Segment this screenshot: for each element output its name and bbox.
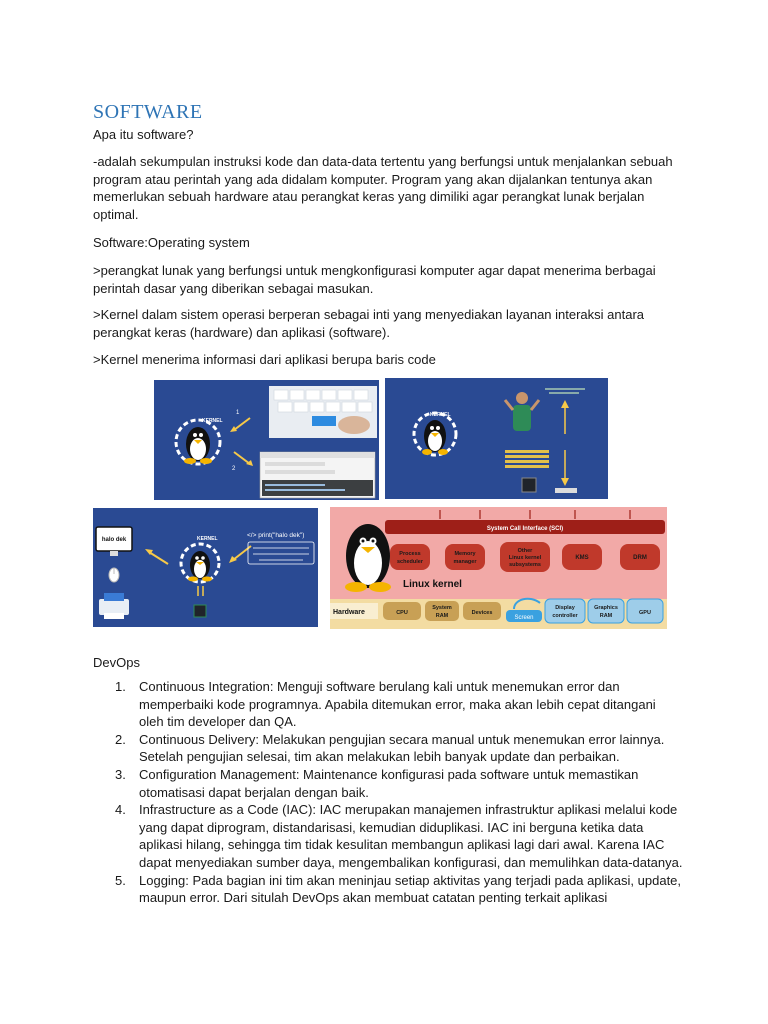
- list-item: 5. Logging: Pada bagian ini tim akan meninjau setiap aktivitas yang terjadi pada aplikasi, update, maupun error. Dari situlah DevOps akan membuat catatan penting terkait aplikasi: [115, 872, 682, 906]
- linux-kernel-diagram: [330, 507, 667, 629]
- hardware-label: Hardware: [333, 609, 365, 616]
- os-heading: Software:Operating system: [93, 235, 250, 250]
- kernel-label: KERNEL: [202, 418, 223, 424]
- kernel-person-image: [385, 378, 608, 499]
- linux-kernel-label: Linux kernel: [403, 579, 462, 590]
- kms-box: KMS: [575, 555, 589, 561]
- svg-text:RAM: RAM: [435, 613, 449, 619]
- svg-text:manager: manager: [453, 559, 477, 565]
- list-item: 2. Continuous Delivery: Melakukan pengujian secara manual untuk menemukan error lainnya. Setelah pengujian selesai, tim akan melakukan lebih banyak update dan perbaikan.: [115, 731, 665, 765]
- binary-stream: [505, 450, 549, 468]
- definition-paragraph: -adalah sekumpulan instruksi kode dan data-data tertentu yang berfungsi untuk menjalankan sebuah program atau perintah yang ada didalam komputer. Program yang akan dijalankan tentunya akan memerlukan sebuah hardware atau perangkat keras yang dimiliki agar perangkat lunak berjalan optimal.: [93, 154, 673, 222]
- kernel-label: KERNEL: [430, 412, 451, 418]
- person-icon: [505, 392, 539, 431]
- screen-box: Screen: [514, 615, 534, 621]
- other-subsystems-box: Other: [517, 548, 533, 554]
- monitor-icon: [96, 527, 132, 556]
- keyboard-outline-icon: [248, 542, 314, 564]
- printer-icon: [99, 593, 129, 619]
- kernel-devices-image: [93, 508, 318, 627]
- devops-heading: DevOps: [93, 655, 140, 670]
- list-item: 3. Configuration Management: Maintenance konfigurasi pada software untuk memastikan otomatisasi dapat berjalan dengan baik.: [115, 766, 639, 800]
- svg-text:halo dek: halo dek: [101, 537, 127, 543]
- gpu-box: GPU: [639, 610, 651, 616]
- devops-list: [93, 678, 683, 907]
- svg-text:Linux kernel: Linux kernel: [508, 555, 542, 561]
- memory-manager-box: Memory: [454, 551, 476, 557]
- penguin-icon: [184, 427, 212, 464]
- svg-text:RAM: RAM: [599, 613, 613, 619]
- penguin-icon: [188, 551, 212, 582]
- svg-text:subsystems: subsystems: [509, 562, 541, 568]
- os-paragraph-1: >perangkat lunak yang berfungsi untuk mengkonfigurasi komputer agar dapat menerima berbagai perintah dasar yang diberikan sebagai masukan.: [93, 263, 656, 296]
- svg-text:controller: controller: [552, 613, 578, 619]
- svg-text:2: 2: [232, 466, 236, 472]
- kernel-label: KERNEL: [197, 536, 218, 542]
- drm-box: DRM: [633, 555, 647, 561]
- cpu-chip-icon: [522, 478, 536, 492]
- os-paragraph-2: >Kernel dalam sistem operasi berperan sebagai inti yang menyediakan layanan interaksi antara perangkat keras (hardware) dan aplikasi (software).: [93, 307, 645, 340]
- console-window: [260, 452, 375, 498]
- kernel-keyboard-image: [154, 380, 379, 500]
- devices-box: Devices: [471, 610, 493, 616]
- code-text: </> print("halo dek"): [247, 532, 305, 539]
- page-title: SOFTWARE: [93, 101, 203, 123]
- penguin-icon: [422, 420, 448, 455]
- process-scheduler-box: Process: [399, 551, 421, 557]
- os-paragraph-3: >Kernel menerima informasi dari aplikasi berupa baris code: [93, 352, 436, 367]
- svg-text:1: 1: [236, 410, 240, 416]
- keyboard-icon: [269, 386, 377, 438]
- system-ram-box: System: [432, 605, 452, 611]
- svg-text:scheduler: scheduler: [397, 559, 423, 565]
- list-item: 4. Infrastructure as a Code (IAC): IAC merupakan manajemen infrastruktur aplikasi melalui kode yang dapat diprogram, distandarisasi, kemudian diduplikasi. IAC ini berguna ketika data aplikasi hilang, sehingga tim tidak kesulitan membangun aplikasi lagi dari awal. Karena IAC dapat menyediakan sumber daya, mengembalikan konfigurasi, dan memulihkan data-datanya.: [115, 802, 683, 870]
- list-item: 1. Continuous Integration: Menguji software berulang kali untuk menemukan error dan memperbaiki kode programnya. Apabila ditemukan error, maka akan lebih cepat ditangani oleh tim developer dan QA.: [115, 679, 656, 730]
- svg-text:System Call Interface (SCI): System Call Interface (SCI): [486, 526, 564, 532]
- cpu-box: CPU: [396, 610, 408, 616]
- mouse-icon: [109, 568, 119, 582]
- question-text: Apa itu software?: [93, 127, 194, 142]
- graphics-ram-box: Graphics: [594, 605, 618, 611]
- cpu-chip-icon: [194, 605, 206, 617]
- display-controller-box: Display: [555, 605, 575, 611]
